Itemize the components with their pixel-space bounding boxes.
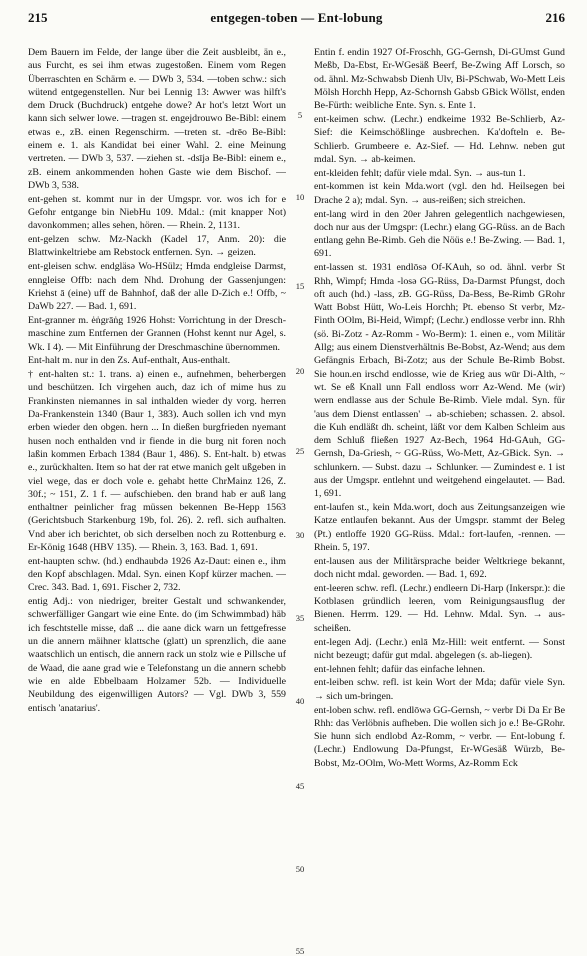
dictionary-entry: ent-legen Adj. (Lechr.) enlā Mz-Hill: weit entfernt. — Sonst nicht bezeugt; dafür gut mdal. abgelegen (s. ab-liegen). xyxy=(314,636,565,661)
right-column xyxy=(314,46,565,864)
running-title: entgegen-toben — Ent-lobung xyxy=(210,10,383,25)
line-number: 30 xyxy=(295,530,305,540)
dictionary-entry: ent-lehnen fehlt; dafür das einfache lehnen. xyxy=(314,663,486,675)
line-number: 45 xyxy=(295,781,305,791)
dictionary-entry: Dem Bauern im Felde, der lange über die Zeit ausbleibt, än e., aus Furcht, es sei ihm etwas zugestoßen. Einem vom Regen Überraschten en Schärm e. — DWb 3, 534. —toben schw.: sich wütend entgegenstellen. Nur bei Lennig 13: Awwer was hilft's dem Druck (Buchdruck) entgehe dowe? Ar hot's letzt Wort un kann sich selwer lowe. —tragen st. engejdrouwo Be-Bibl: einem etwas e., zB. einen Regenschirm. —treten st. -drēo Be-Bibl: einem e. 1. als Kandidat bei einer Wahl. 2. eine Meinung vertreten. — DWb 3, 537. —ziehen st. -dsījə Be-Bibl: einem e., zB. einem ankommenden hohen Gaste wie dem Bischof. — DWb 3, 538. xyxy=(28,47,286,191)
dictionary-entry: ent-lassen st. 1931 endlōsə Of-KAuh, so od. ähnl. verbr St Rhh, Wimpf; Hmda -losə GG-Rüss, Da-Darmst Pfungst, doch oft auch (hd.) -lass, zB. GG-Rüss, Da-Bess, Be-Rimb GRohr Watt Bobst Hütt, Wo-Leis Horchh; Pt. ebenso St verbr, Mz-Finth OOlm, Bi-Heid, Wimpf; (Lechr.) endlosse verbr inn. Rhh (sö. Bi-Zotz - Az-Romm - Wo-Berm): 1. einen e., vom Militär Allg; aus einem Dienstverhältnis Be-Bobst, Az-Wend; aus dem Gefängnis Erbach, Bi-Zotz; aus der Schule Be-Rimb Bobst. Sie houn.en irschd endlosse, wie de Krieg aus wūr Di-Alth, ~ wt. Se eß Knall unn Fall endloss worr Az-Wend. Me (wir) wern endlasse aus der Schule Be-Rimb. Viele mdal. Syn. für 'aus dem Dienst entlassen' → ab-schieben; schassen. 2. absol. die Kuh endläßt dh. scheint, läßt vor dem Kalben Schleim aus dem Schluß fließen 1927 Az-Bech, 1964 Hd-GAuh, GG-Gernsh, Da-Griesh, ~ GG-Rüss, Wo-Mett, Az-GBick. Syn. → schlunkern. — Subst. dazu → Schlunker. — Zumindest e. 1 ist aus der Umgspr. entlehnt und weitgehend eingelautet. — Bad. 1, 691. xyxy=(314,262,565,500)
page-number-right: 216 xyxy=(545,10,565,25)
dictionary-entry: ent-kommen ist kein Mda.wort (vgl. den hd. Heilsegen bei Drache 2 a); mdal. Syn. → aus-reißen; sich streichen. xyxy=(314,181,565,206)
dictionary-entry: ent-lausen aus der Militärsprache beider Weltkriege bekannt, doch nicht mdal. geworden. — Bad. 1, 692. xyxy=(314,555,565,581)
line-number: 40 xyxy=(295,696,305,706)
dictionary-entry: † ent-halten st.: 1. trans. a) einen e., aufnehmen, beherbergen und beschützen. Ich virgehen auch, daz ich of mime hus zu Frankinsten niemannes in sal inthalden wieder dy vorg. herren Da-Frankenstein 1340 (Baur 1, 383). Auch sollen ich vnd myn erben wieder den obgen. hern ... In dießen burgfrieden nyemant husen noch enthalden vnd ir fiende in die burg nit foren noch laßin kommen Erbach 1384 (Baur 1, 486). S. Ent-halt. b) etwas e., zurückhalten. Item so hat der rat etwe manich gelt ußgeben in viel wege, das er doch vole e. gehabt hette ChrMainz 126, Z. 30f.; ~ 151, Z. 1 f. — aufschieben. den brand hab er auß lang enthaltner peinlicher frag müssen bekennen Be-Hepp 1563 (Gerichtsbuch Starkenburg 19b, fol. 26). 2. refl. sich aufhalten. Vnd aber ich berichtet, ob sich derselben noch zu Rottenburg e. Er-König 1648 (HBV 135). — Rhein. 3, 163. Bad. 1, 691. xyxy=(28,369,286,553)
dictionary-entry: ent-gehen st. kommt nur in der Umgspr. vor. wos ich for e Gefohr entgange bin NiebHu 109. Mdal.: (mit knapper Not) davonkommen; alles sehen, hören. — Rhein. 2, 1131. xyxy=(28,193,286,232)
dictionary-entry: ent-gelzen schw. Mz-Nackh (Kadel 17, Anm. 20): die Blattwinkeltriebe am Rebstock entfernen. Syn. → geizen. xyxy=(28,234,286,259)
dictionary-entry: ent-leiben schw. refl. ist kein Wort der Mda; dafür viele Syn. → sich um-bringen. xyxy=(314,677,565,702)
page-header xyxy=(28,10,565,30)
dictionary-entry: Entin f. endin 1927 Of-Froschh, GG-Gernsh, Di-GUmst Gund Meßb, Da-Ebst, Er-WGesäß Beerf, Be-Zwing Aff Lorsch, so od. ähnl. Mz-Schwabsb Dienh Ulv, Bi-PSchwab, Wo-Mett Leis Mölsh Horchh Hepp, Az-Schornsh Gabsb GBick Wöllst, enden Be-Fürth: weibliche Ente. Syn. s. Ente 1. xyxy=(314,47,565,112)
line-number: 15 xyxy=(295,281,305,291)
dictionary-entry: entig Adj.: von niedriger, breiter Gestalt und schwankender, schwerfälliger Gangart wie eine Ente. do (im Schwimmbad) häb ich feschtstelle misse, daß ... die aane dick warn un fettgefresse un die annern mäihner klattsche (glatt) un sprenzlich, die aane waatschlich un entisch, die annern rack un stolz wie e Pillsche uf de Waad, die aane grad wie e Telefonstang un die annern schebb wie en alde Ebbelbaam Holzamer 52b. — Individuelle Neubildung des eigenwilligen Autors? — Vgl. DWb 3, 559 entisch 'anatarius'. xyxy=(28,596,286,714)
dictionary-entry: ent-laufen st., kein Mda.wort, doch aus Zeitungsanzeigen wie Katze entlaufen bekannt. Aus der Umgspr. stammt der Beleg (Pt.) entloffe 1920 GG-Rüss. Mdal.: fort-laufen, -rennen. — Rhein. 5, 197. xyxy=(314,502,565,553)
page-number-left: 215 xyxy=(28,10,48,25)
dictionary-entry: ent-loben schw. refl. endlōwə GG-Gernsh, ~ verbr Di Da Er Be Rhh: das Verlöbnis aufheben. Die wollen sich jo e.! Be-GRohr. Sie hunn sich endlobd Az-Romm, ~ verbr. — Ent-lobung f. (Lechr.) Endlowung Da-Pfungst, Er-WGesäß Würzb, Be-Bobst, Mz-OOlm, Wo-Mett Worms, Az-Romm Eck xyxy=(314,704,565,769)
line-number-gutter xyxy=(286,46,314,956)
dictionary-entry: ent-kleiden fehlt; dafür viele mdal. Syn. → aus-tun 1. xyxy=(314,167,526,179)
line-number: 25 xyxy=(295,446,305,456)
dictionary-entry: ent-keimen schw. (Lechr.) endkeime 1932 Be-Schlierb, Az-Sief: die Keimschößlinge ausbrechen. Ka'dofteln e. Be-Schlierb. Grumbeere e. Az-Sief. — Hd. Lehnw. neben gut mdal. Syn. → ab-keimen. xyxy=(314,113,565,165)
dictionary-entry: Ent-granner m. ėṅgrāṅg 1926 Hohst: Vorrichtung in der Dresch-maschine zum Entfernen der Grannen (Hohst kennt nur Agel, s. Wk. I 4). — Mit Einführung der Dreschmaschine übernommen. xyxy=(28,314,286,353)
dictionary-entry: Ent-halt m. nur in den Zs. Auf-enthalt, Aus-enthalt. xyxy=(28,355,231,367)
dictionary-entry: ent-lang wird in den 20er Jahren gelegentlich nachgewiesen, doch nur aus der Umgspr: (Lechr.) elang GG-Rüss. an de Bach entlang gehn Be-Rimb. Geh die Nöüs e.! Be-Zwing. — Bad. 1, 691. xyxy=(314,208,565,260)
line-number: 20 xyxy=(295,366,305,376)
line-number: 55 xyxy=(295,946,305,956)
dictionary-entry: ent-gleisen schw. endgläsə Wo-HSülz; Hmda endgleise Darmst, enngleise Offb: nach dem Nhd. Drohung der Gassenjungen: Kriehst ā (eine) uff de Bahnhof, daß der alle D-Zich e.! Offb, ~ DaWb 227. — Bad. 1, 691. xyxy=(28,261,286,313)
dictionary-entry: ent-leeren schw. refl. (Lechr.) endleern Di-Harp (Inkerspr.): die Kotblasen gründlich leeren, vom Reinigungsausflug der Bienen. Herrm. 129. — Hd. Lehnw. Mdal. Syn. → aus-scheißen. xyxy=(314,582,565,634)
line-number: 10 xyxy=(295,192,305,202)
line-number: 5 xyxy=(297,110,303,120)
line-number: 35 xyxy=(295,613,305,623)
dictionary-entry: ent-haupten schw. (hd.) endhaubdə 1926 Az-Daut: einen e., ihm den Kopf abschlagen. Mdal. Syn. einen Kopf kürzer machen. — Crec. 343. Bad. 1, 691. Fischer 2, 732. xyxy=(28,555,286,594)
line-number: 50 xyxy=(295,864,305,874)
left-column xyxy=(28,46,286,864)
